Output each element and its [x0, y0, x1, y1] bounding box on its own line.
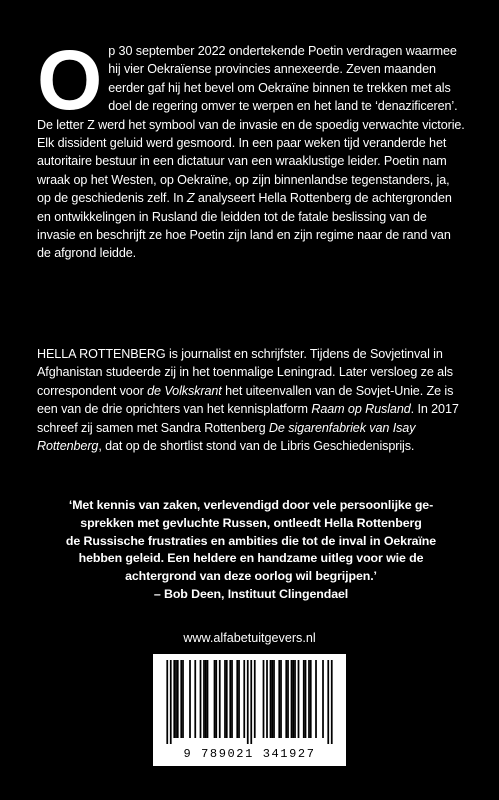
publisher-website[interactable]: www.alfabetuitgevers.nl [183, 631, 316, 645]
barcode-bar [229, 660, 231, 738]
blurb-text-2: analyseert Hella Rottenberg de achtergronden en ontwikkelingen in Rusland die leidden tot de fatale beslissing van de invasie en beschrijft ze hoe Poetin zijn land en zijn regime naar de rand van de afgrond leidde. [37, 191, 452, 261]
barcode-bar [175, 660, 177, 738]
barcode-bar [236, 660, 238, 738]
blurb-paragraph [37, 33, 465, 263]
barcode-bar [331, 660, 333, 744]
isbn-barcode [153, 654, 346, 766]
barcode-bar [177, 660, 179, 738]
isbn-number: 9 789021 341927 [183, 747, 316, 761]
barcode-bar [298, 660, 300, 738]
barcode-bar [243, 660, 245, 738]
barcode-bar [214, 660, 216, 738]
quote-attribution: – Bob Deen, Instituut Clingendael [153, 586, 349, 601]
barcode-bar [254, 660, 256, 738]
barcode-bar [327, 660, 329, 744]
review-quote [37, 497, 465, 604]
bio-book: De sigarenfabriek van Isay Rottenberg [37, 420, 416, 454]
barcode-bar [271, 660, 273, 738]
quote-line: ‘Met kennis van zaken, verlevendigd door vele persoonlijke ge- [68, 498, 434, 512]
bio-text-4: , dat op de shortlist stond van de Libris Geschiedenisprijs. [98, 439, 415, 454]
author-bio [37, 345, 465, 455]
barcode-bar [238, 660, 240, 738]
barcode-bar [247, 660, 249, 744]
quote-line: sprekken met gevluchte Russen, ontleedt Hella Rottenberg [80, 515, 422, 530]
barcode-bar [219, 660, 221, 738]
bio-newspaper: de Volkskrant [147, 383, 222, 398]
barcode-bar [308, 660, 310, 738]
barcode-bar [285, 660, 287, 738]
quote-line: hebben geleid. Een heldere en handzame uitleg voor wie de [78, 551, 424, 566]
barcode-bar [200, 660, 202, 738]
barcode-bar [263, 660, 265, 738]
bio-text-3: . In 2017 schreef zij samen met Sandra Rottenberg [37, 402, 459, 435]
barcode-bar [280, 660, 282, 738]
barcode-bar [182, 660, 184, 738]
blurb-text-1: p 30 september 2022 ondertekende Poetin verdragen waarmee hij vier Oekraïense provincies annexeerde. Zeven maanden eerder gaf hij het bevel om Oekraïne binnen te trekken met als doel de regering omver te werpen en het land te ‘denazificeren’. De letter Z werd het symbool van de invasie en de spoedig verwachte victorie. Elk dissident geluid werd gesmoord. In een paar weken tijd veranderde het autoritaire bestuur in een dictatuur van een wraaklustige leider. Poetin nam wraak op het Westen, op Oekraïne, op zijn binnenlandse tegenstanders, ja, op de geschiedenis zelf. In [37, 44, 465, 206]
barcode-bar [315, 660, 317, 738]
barcode-bar [166, 660, 168, 744]
barcode-bar [287, 660, 289, 738]
barcode-bar [173, 660, 175, 738]
barcode-bar [278, 660, 280, 738]
barcode-bar [203, 660, 205, 738]
barcode-bar [294, 660, 296, 738]
barcode-bar [273, 660, 275, 738]
barcode-bar [310, 660, 312, 738]
barcode-bar [207, 660, 209, 738]
barcode-bar [305, 660, 307, 738]
bio-platform: Raam op Rusland [311, 402, 411, 417]
barcode-bar [180, 660, 182, 738]
barcode-bar [291, 660, 293, 738]
quote-line: achtergrond van deze oorlog wil begrijpen.’ [125, 569, 377, 584]
barcode-bar [205, 660, 207, 738]
barcode-bar [170, 660, 172, 744]
barcode-bar [270, 660, 272, 738]
barcode-bar [224, 660, 226, 738]
barcode-bar [322, 660, 324, 738]
barcode-bar [194, 660, 196, 738]
barcode-bar [292, 660, 294, 738]
barcode-bars-icon [153, 654, 346, 746]
drop-cap: O [37, 33, 103, 127]
barcode-bar [215, 660, 217, 738]
barcode-bar [250, 660, 252, 744]
book-title: Z [186, 191, 195, 206]
bio-text-1: HELLA ROTTENBERG is journalist en schrijfster. Tijdens de Sovjetinval in Afghanistan studeerde zij in het toenmalige Leningrad. Later versloeg ze als correspondent voor [37, 347, 453, 398]
barcode-bar [231, 660, 233, 738]
barcode-bar [266, 660, 268, 738]
barcode-bar [226, 660, 228, 738]
barcode-bar [303, 660, 305, 738]
barcode-bar [189, 660, 191, 738]
quote-line: de Russische frustraties en ambities die tot de inval in Oekraïne [65, 533, 437, 548]
bio-text-2: het uiteenvallen van de Sovjet-Unie. Ze is een van de drie oprichters van het kennisplatform [37, 383, 454, 417]
